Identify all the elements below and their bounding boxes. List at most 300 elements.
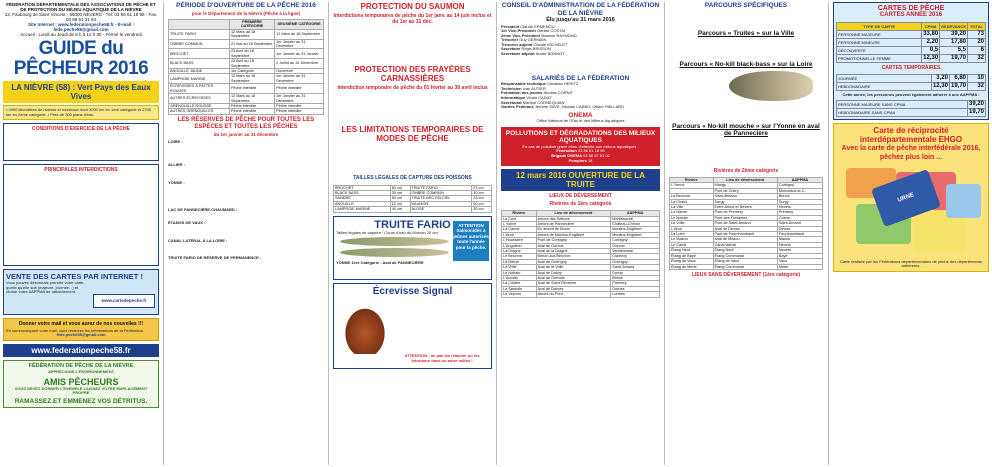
list-item: Trésorier adjoint Claude MICHELET	[501, 41, 568, 47]
table-cell: Pont de Saint-Amand	[713, 221, 777, 226]
amis-pecheurs: AMIS PÊCHEURS	[43, 376, 119, 387]
table-row	[837, 46, 986, 54]
table-cell: LAMPROIE MARINE	[334, 207, 391, 212]
onema-title: ONEMA	[568, 111, 593, 119]
vente-title: VENTE DES CARTES PAR INTERNET !	[6, 272, 143, 282]
table-cell: La Colâtre	[502, 281, 537, 286]
cartedepeche-link[interactable]: www.cartedepeche.fr	[93, 294, 155, 308]
ecrevisse-warning: ATTENTION : ne pas les relâcher ou les introduire dans un autre milieu !	[404, 353, 480, 363]
pollution-box	[501, 127, 660, 166]
limitations-title: LES LIMITATIONS TEMPORAIRES DE MODES DE PÊCHE	[341, 125, 484, 143]
table-row	[169, 84, 324, 94]
table-cell: Aval de la Vrille	[536, 265, 611, 270]
table-row	[837, 75, 986, 83]
table-cell: Canal latéral	[713, 242, 777, 247]
list-item: Responsable technique Christian HERITZ	[501, 81, 579, 87]
fario-box	[333, 216, 492, 280]
table-cell: PROMOTIONNELLE FEMME	[837, 54, 922, 62]
table-cell: Decize	[777, 226, 822, 231]
table-cell: 23 Avril au 18 Septembre	[229, 59, 274, 69]
table-cell: Donzy	[611, 270, 660, 275]
list-item: Formation des jeunes Nicolas CORNIT	[501, 90, 574, 96]
table-cell: Brinon	[611, 276, 660, 281]
table-row	[169, 39, 324, 49]
table-cell: Étang de Baye	[670, 253, 714, 258]
reserve-allier: ALLIER :	[168, 161, 185, 167]
table-cell: DÉCOUVERTE	[837, 46, 922, 54]
table-cell: La Nièvre	[502, 259, 537, 264]
list-item: Informatique Vivien CADAT	[501, 94, 552, 100]
truites-title: Parcours « Truites » sur la Ville	[697, 29, 795, 37]
list-item: Technicien Ivan AUTIER	[501, 85, 546, 91]
table-cell: Aval de Mazou	[713, 237, 777, 242]
cartes-temp-table	[836, 74, 986, 91]
yonne-title: YONNE 1ère Catégorie - Aval de PANNECIÈRE	[336, 260, 424, 266]
onema-text: Office National de l'Eau et des Milieux Aquatiques	[536, 118, 625, 124]
cartes-temp-title: CARTES TEMPORAIRES	[881, 64, 941, 71]
table-cell: 12 Mars au 18 Septembre	[275, 29, 324, 39]
table-cell: Fourchambault	[777, 232, 822, 237]
table-cell: Étang de Vaux	[670, 259, 714, 264]
table-cell: BLACK BASS	[169, 59, 230, 69]
table-cell: Aval de Guérigny	[536, 259, 611, 264]
table-cell: Amont de Moulins-Engilbert	[536, 232, 611, 237]
table-cell: PERSONNE MINEURE	[837, 38, 922, 46]
column-3	[330, 0, 495, 467]
table-header: Lieu de déversement	[536, 211, 611, 216]
cartes-title: CARTES DE PÊCHE	[877, 5, 945, 12]
table-cell: 21 Mai au 18 Septembre	[229, 39, 274, 49]
table-cell: Pont de Corbigny	[536, 238, 611, 243]
table-cell: 30 cm	[390, 190, 410, 195]
table-row	[169, 109, 324, 114]
table-cell: Entre Arleuf et Nevers	[713, 205, 777, 210]
donner-title: Donner votre mail et vous aurez de nos nouvelles !!!	[18, 321, 144, 328]
table-cell: 23 cm	[472, 196, 492, 201]
tailles-table	[333, 185, 492, 213]
frayeres-subtitle: Interdiction temporaire de pêche du 01 février au 30 avril inclus	[337, 85, 488, 91]
table-cell: 19,70	[968, 108, 984, 115]
list-item: Fédération 03 86 61 18 98	[556, 148, 605, 154]
table-cell: Pont des Fontaines	[713, 215, 777, 220]
table-cell: La Loire	[670, 232, 714, 237]
table-cell: Vandenesse	[611, 249, 660, 254]
donner-text: En communiquant votre mail, vous recevrez les informations de la Fédération.	[6, 327, 145, 333]
table-cell: 1er Janvier au 31 Décembre	[275, 39, 324, 49]
table-cell: L'Accotin	[502, 276, 537, 281]
table-cell: Étang Communal	[713, 253, 777, 258]
table-cell: Pêche interdite	[275, 109, 324, 114]
ecrevisse-box	[333, 283, 492, 369]
table-cell: Amont des Settons	[536, 216, 611, 221]
table-cell: PERSONNE MAJEURE SANS CPMA	[837, 100, 968, 108]
table-cell: La Cure	[502, 216, 537, 221]
column-2	[165, 0, 327, 467]
table-cell: La Ville	[670, 205, 714, 210]
list-item: Gardes Fédéraux Jérôme SAVE, Nicolas CARBO, Olivier PAILLARD	[501, 104, 625, 110]
table-cell: 1er Janvier au 31 Décembre	[275, 94, 324, 104]
table-cell: 23 Avril au 18 Septembre	[229, 49, 274, 59]
table-cell: Aval de Saint-Révérien	[536, 281, 611, 286]
table-cell: La Canne	[502, 227, 537, 232]
table-cell: 73	[968, 30, 986, 38]
table-cell: BLACK BASS	[334, 190, 391, 195]
list-item: Secrétaire Régis BRISSON	[501, 46, 551, 52]
table-cell: Étang Neuf	[713, 248, 777, 253]
recip-title: Carte de réciprocité interdépartementale EHGO	[859, 125, 963, 144]
table-cell: Prémery	[611, 281, 660, 286]
table-row	[334, 207, 492, 212]
table-cell: AUTRES ÉCREVISSES	[169, 94, 230, 104]
table-cell: BROCHET	[334, 185, 391, 190]
table-cell: LAMPROIE MARINE	[169, 74, 230, 84]
black-bass-image	[729, 71, 813, 101]
table-cell: 12 Mars au 18 Septembre	[229, 94, 274, 104]
table-cell: L'Aron	[502, 232, 537, 237]
federation-address: 12, Faubourg de Saint Vincent - 58000 NEVERS - Tél. 03 86 61 18 98 - Fax. 03 86 61 31 94	[4, 12, 158, 22]
table-cell: Saint-Amand	[777, 221, 822, 226]
table-cell: 12 cm	[390, 201, 410, 206]
table-cell: 12,30	[923, 54, 939, 61]
table-cell: Étang du Merle	[670, 264, 714, 269]
table-cell: La Sardolle	[502, 286, 537, 291]
table-cell: OMBRE COMMUN	[410, 190, 472, 195]
reserves-title: LES RÉSERVES DE PÊCHE POUR TOUTES LES ESPÈCES ET TOUTES LES PÊCHES	[177, 116, 315, 130]
table-cell: SAUMON	[410, 201, 472, 206]
table-cell: Cosne	[777, 215, 822, 220]
france-map	[836, 164, 986, 260]
column-5	[666, 0, 826, 467]
tailles-title: TAILLES LÉGALES DE CAPTURE DES POISSONS	[353, 175, 472, 181]
phones-list	[504, 149, 657, 163]
table-cell: Corbigny	[777, 183, 822, 188]
blackbass-title: Parcours « No-kill black-bass » sur la Loire	[679, 61, 813, 68]
table-cell: Pêche interdite	[229, 103, 274, 108]
table-cell: SANDRE	[334, 196, 391, 201]
table-cell: 0,5	[922, 46, 940, 54]
table-cell: Étang Neuf	[670, 248, 714, 253]
table-cell: 19,70	[940, 54, 968, 62]
nokill-title: Parcours « No-kill mouche » sur l'Yonne en aval de Pannecière	[672, 122, 820, 137]
table-cell: Le Canal	[670, 242, 714, 247]
fario-text: Tailles légales de capture : Cours d'eau du Morvan 20 cm	[336, 229, 438, 235]
table-cell: Amont de Pannecière	[536, 222, 611, 227]
interdictions-title: PRINCIPALES INTERDICTIONS	[44, 167, 118, 174]
reserve-loire: LOIRE :	[168, 139, 183, 145]
table-cell: Le Nohain	[670, 215, 714, 220]
table-header: PREMIÈRE CATÉGORIE	[229, 20, 274, 30]
table-row	[837, 30, 986, 38]
table-cell: Moulins-Engilbert	[611, 232, 660, 237]
periode-subtitle: pour le Département de la Nièvre (Pêche à la ligne)	[191, 10, 301, 16]
table-cell: TRUITE ARC-EN-CIEL	[410, 196, 472, 201]
table-cell: 6,80	[949, 75, 967, 83]
ecrevisse-title: Écrevisse Signal	[372, 285, 453, 297]
reserve-lac: LAC DE PANNECIÈRE-CHAUMARD :	[168, 207, 238, 212]
table-cell: Étang Communal	[713, 264, 777, 269]
guide-title: GUIDE du PÊCHEUR 2016	[13, 38, 149, 79]
table-row	[837, 38, 986, 46]
intro-text: • 4900 kilomètres de rivières et ruisseaux dont 1200 km en 1ère catégorie et 2700 km en 2ème catégorie. • Près de 300 plans d'eau.	[6, 107, 152, 117]
table-cell: Aval de Decize	[713, 226, 777, 231]
table-row	[169, 103, 324, 108]
table-cell: Brinon-sur-Beuvron	[536, 254, 611, 259]
column-4	[498, 0, 663, 467]
table-header: CPMA	[922, 22, 940, 30]
table-cell: JOURNÉE	[837, 75, 932, 83]
table-cell: 12,30	[932, 83, 948, 89]
table-cell: 32	[968, 83, 986, 91]
table-header: TYPE DE CARTE	[837, 22, 922, 30]
cartes-box	[833, 2, 989, 120]
table-cell: ANGUILLE	[334, 201, 391, 206]
table-cell: Dornes	[611, 286, 660, 291]
table-cell: Pont de Prémery	[713, 210, 777, 215]
table-cell: La Vrille	[502, 265, 537, 270]
saumon-subtitle: Interdictions temporaires de pêche du 1er janv. au 14 juin inclus et du 1er au 31 déc.	[333, 13, 492, 25]
table-header: DEUXIÈME CATÉGORIE	[275, 20, 324, 30]
table-cell: 12 Mars au 18 Septembre	[229, 29, 274, 39]
table-cell: Prémery	[777, 210, 822, 215]
conseil-list	[501, 25, 660, 57]
table-cell: Moulins-Engilbert	[611, 227, 660, 232]
federation-site[interactable]: Site Internet : www.federationpeche58.fr - E-mail : fede.peche58@gmail.com	[27, 22, 135, 32]
table-header: Rivière	[502, 211, 537, 216]
table-row	[837, 108, 986, 116]
table-cell: TRUITE FARIO	[169, 29, 230, 39]
table-row	[837, 100, 986, 108]
table-cell: L'Yonne	[670, 183, 714, 188]
pollution-title: POLLUTIONS ET DÉGRADATIONS DES MILIEUX AQUATIQUES	[505, 129, 656, 145]
trout-image	[340, 237, 449, 246]
crayfish-image	[340, 302, 390, 354]
table-cell: 1er Catégorie	[229, 69, 274, 74]
urne-label: URNE	[871, 169, 941, 227]
table-cell: Saint-Brisson	[713, 194, 777, 199]
table-cell: Pêche interdite	[229, 84, 274, 94]
environment-title: FÉDÉRATION DE PÊCHE DE LA NIÈVRE	[28, 362, 134, 369]
conditions-title: CONDITIONS D'EXERCICE DE LA PÊCHE	[32, 126, 130, 133]
table-cell: 1er Janvier au 31 Décembre	[275, 74, 324, 84]
table-cell: Merle	[777, 264, 822, 269]
nievre-banner: LA NIÈVRE (58) : Vert Pays des Eaux Vives	[3, 81, 159, 103]
table-cell: La Beuvron	[670, 194, 714, 199]
table-cell: L'Yonne	[502, 222, 537, 227]
table-cell: 23 cm	[472, 185, 492, 190]
interdictions-box	[3, 164, 159, 266]
table-cell: 39,20	[968, 100, 984, 107]
table-row	[169, 74, 324, 84]
intro-box	[3, 105, 159, 120]
table-row	[169, 29, 324, 39]
frayeres-title: PROTECTION DES FRAYÈRES CARNASSIÈRES	[354, 65, 471, 83]
attention-box: ATTENTION Salmonidés à jeûnes autorisés toute l'année pour la pêche.	[453, 221, 489, 261]
federation-hours: Accueil : Lundi au Jeudi de 8 h à 12 h 30 - Fermé le vendredi	[20, 32, 142, 37]
table-row	[169, 59, 324, 69]
reserves-subtitle: du 1er janvier au 31 décembre	[213, 131, 279, 137]
table-cell: 40 cm	[390, 207, 410, 212]
table-cell: Monceaux-le-C.	[777, 188, 822, 193]
table-cell: Ouverture	[275, 69, 324, 74]
table-cell: OMBRE COMMUN	[169, 39, 230, 49]
vente-cartes-box	[3, 269, 159, 315]
table-cell: En amont de Bonin	[536, 227, 611, 232]
table-cell: Aval de Donzy	[536, 270, 611, 275]
parcours-title: PARCOURS SPÉCIFIQUES	[704, 2, 788, 9]
salaries-list	[501, 82, 660, 110]
list-item: Trésorier Guy GERMAIN	[501, 37, 547, 43]
recip-subtitle: Avec la carte de pêche interfédérale 2016, pêchez plus loin ...	[841, 144, 981, 161]
column-1	[0, 0, 162, 467]
table-cell: Pont de Fourchambault	[713, 232, 777, 237]
fario-title: TRUITE FARIO	[374, 218, 451, 231]
table-cell: Pont de Chitry	[713, 188, 777, 193]
table-cell: 6	[968, 46, 986, 54]
table-header: AAPPMA	[611, 211, 660, 216]
rivieres2-title: Rivières de 2ème catégorie	[713, 167, 779, 174]
table-row	[169, 94, 324, 104]
table-cell: La Chaux	[670, 199, 714, 204]
website-banner[interactable]: www.federationpeche58.fr	[3, 344, 159, 357]
table-cell: TRUITE FARIO	[410, 185, 472, 190]
table-cell: 5,5	[940, 46, 968, 54]
table-row	[837, 54, 986, 62]
table-cell: Le Veynon	[502, 292, 537, 297]
table-cell: 12 Mars au 18 Septembre	[229, 74, 274, 84]
table-cell: ANGUILLE JAUNE	[169, 69, 230, 74]
table-cell: Saint-Amand	[611, 265, 660, 270]
table-header: REDEVANCE	[941, 23, 966, 29]
table-cell: BROCHET	[169, 49, 230, 59]
table-cell: HEBDOMADAIRE	[837, 83, 932, 91]
table-cell: Brinon	[777, 194, 822, 199]
table-cell: Le Nohain	[502, 270, 537, 275]
table-cell: 17,80	[940, 38, 968, 46]
table-cell: AUTRES GRENOUILLES	[169, 109, 230, 114]
table-cell: Vaux	[777, 259, 822, 264]
conditions-box	[3, 123, 159, 161]
table-cell: Château-Chinon	[611, 222, 660, 227]
list-item: Secrétaire adjoint André BONNOT	[501, 51, 565, 57]
table-cell: Montsauche	[611, 216, 660, 221]
federation-name: FÉDÉRATION DÉPARTEMENTALE DES ASSOCIATIONS DE PÊCHE ET DE PROTECTION DU MILIEU AQUATIQUE DE LA NIÈVRE	[6, 2, 156, 12]
table-cell: 19,70	[950, 83, 966, 89]
table-cell: 60 cm	[390, 185, 410, 190]
table-cell: Mazou	[777, 237, 822, 242]
table-cell: ÉCREVISSES À PATTES ROUGES	[169, 84, 230, 94]
cartes-table	[836, 22, 986, 63]
table-header	[169, 20, 230, 30]
environment-subtitle: APPRÉCIONS L'ENVIRONNEMENT	[47, 368, 115, 374]
table-cell: Le Beuvron	[502, 254, 537, 259]
donner-mail[interactable]: fede.peche58@gmail.com	[56, 332, 106, 338]
salaries-title: SALARIÉS DE LA FÉDÉRATION	[531, 74, 630, 82]
reserve-canal: CANAL LATÉRAL À LA LOIRE :	[168, 238, 228, 244]
table-cell: 2 Juillet au 31 Décembre	[275, 59, 324, 69]
list-item: Pompiers 18	[568, 157, 593, 163]
recip-footer: Carte réalisée par les Fédérations départementales de pêche des départements adhérents.	[840, 258, 982, 269]
table-cell: Guérigny	[611, 259, 660, 264]
table-cell: Mangy	[713, 183, 777, 188]
table-row	[502, 292, 660, 297]
conseil-subtitle: Élu jusqu'au 31 mars 2016	[546, 17, 615, 23]
table-cell: Pêche interdite	[229, 109, 274, 114]
list-item: 2ème Vice-Président Maurice RAYMOND	[501, 32, 577, 38]
table-cell: Lormes	[611, 292, 660, 297]
table-cell: 32	[968, 54, 986, 62]
table-cell: Nevers	[777, 248, 822, 253]
table-cell: Nevers	[777, 242, 822, 247]
table-cell: Aval de Dornes	[536, 286, 611, 291]
table-cell: 50 cm	[390, 196, 410, 201]
saumon-title: PROTECTION DU SAUMON	[360, 2, 465, 11]
table-cell: Aval de la Dragne	[536, 249, 611, 254]
table-cell: Pêche interdite	[275, 84, 324, 94]
table-cell: GRENOUILLE ROUSSE	[169, 103, 230, 108]
table-cell: 33,80	[923, 30, 939, 37]
reserve-etangs: ÉTANGS DE VAUX :	[168, 219, 206, 225]
table-cell: L'Houssière	[502, 238, 537, 243]
reserve-truite: TRUITE FARIO DE RÉSERVE DE PERMANENCE :	[168, 254, 262, 260]
table-cell: L'Anguison	[502, 243, 537, 248]
reserve-yonne: YONNE :	[168, 180, 185, 186]
cpma-table	[836, 100, 986, 117]
table-cell: PERSONNE MAJEURE	[837, 30, 922, 38]
table-cell: 50 cm	[472, 201, 492, 206]
rivieres2-table	[669, 177, 823, 270]
environment-box	[3, 360, 159, 408]
trout-image-2	[340, 248, 449, 257]
table-cell: Baye	[777, 253, 822, 258]
table-cell: Nevers	[777, 205, 822, 210]
table-cell: La Dragne	[502, 249, 537, 254]
table-cell: Pêche interdite	[275, 103, 324, 108]
ramassez-text: RAMASSEZ ET EMMENEZ VOS DÉTRITUS.	[14, 398, 148, 406]
rivieres1-title: Rivières de 1ère catégorie	[549, 200, 612, 207]
table-row	[169, 49, 324, 59]
table-header: TOTAL	[968, 22, 986, 30]
table-cell: 30 cm	[472, 207, 492, 212]
table-cell: 2,20	[922, 38, 940, 46]
table-header: Lieu de déversement	[713, 178, 777, 183]
table-cell: Surgy	[713, 199, 777, 204]
table-header: Rivière	[670, 178, 714, 183]
periode-table	[168, 19, 324, 115]
list-item: Secrétariat Martine CORNEQUIAN	[501, 99, 565, 105]
table-cell: 1er Janvier au 31 Janvier	[275, 49, 324, 59]
table-cell: Aval de Grenois	[536, 276, 611, 281]
table-cell: 30 cm	[472, 190, 492, 195]
table-cell: Étang de Vaux	[713, 259, 777, 264]
table-cell: Surgy	[777, 199, 822, 204]
table-cell: 39,20	[940, 30, 968, 38]
lieux2-title: LIEUX SANS DÉVERSEMENT (1ère catégorie)	[691, 271, 801, 278]
pollution-subtitle: En cas de pollution grave et/ou d'atteinte aux milieux aquatiques :	[522, 143, 639, 149]
table-cell: La Vrille	[670, 221, 714, 226]
table-cell: Corbigny	[611, 238, 660, 243]
conseil-title: CONSEIL D'ADMINISTRATION DE LA FÉDÉRATION DE LA NIÈVRE	[501, 2, 660, 17]
periode-title: PÉRIODE D'OUVERTURE DE LA PÊCHE 2016	[176, 2, 316, 9]
lieux-title: LIEUX DE DÉVERSEMENT	[549, 193, 612, 200]
environment-text: VOUS DEVEZ DONNER L'EXEMPLE LAISSEZ VOTRE EMPLACEMENT PROPRE	[14, 385, 148, 396]
table-header: AAPPMA	[777, 178, 822, 183]
table-cell: Le Mazou	[670, 237, 714, 242]
table-cell: L'Aron	[670, 226, 714, 231]
list-item: Président Claude ERMENOU	[501, 23, 555, 29]
table-cell: Aval de Ouroux	[536, 243, 611, 248]
table-cell: Clamecy	[611, 254, 660, 259]
table-row	[837, 83, 986, 91]
